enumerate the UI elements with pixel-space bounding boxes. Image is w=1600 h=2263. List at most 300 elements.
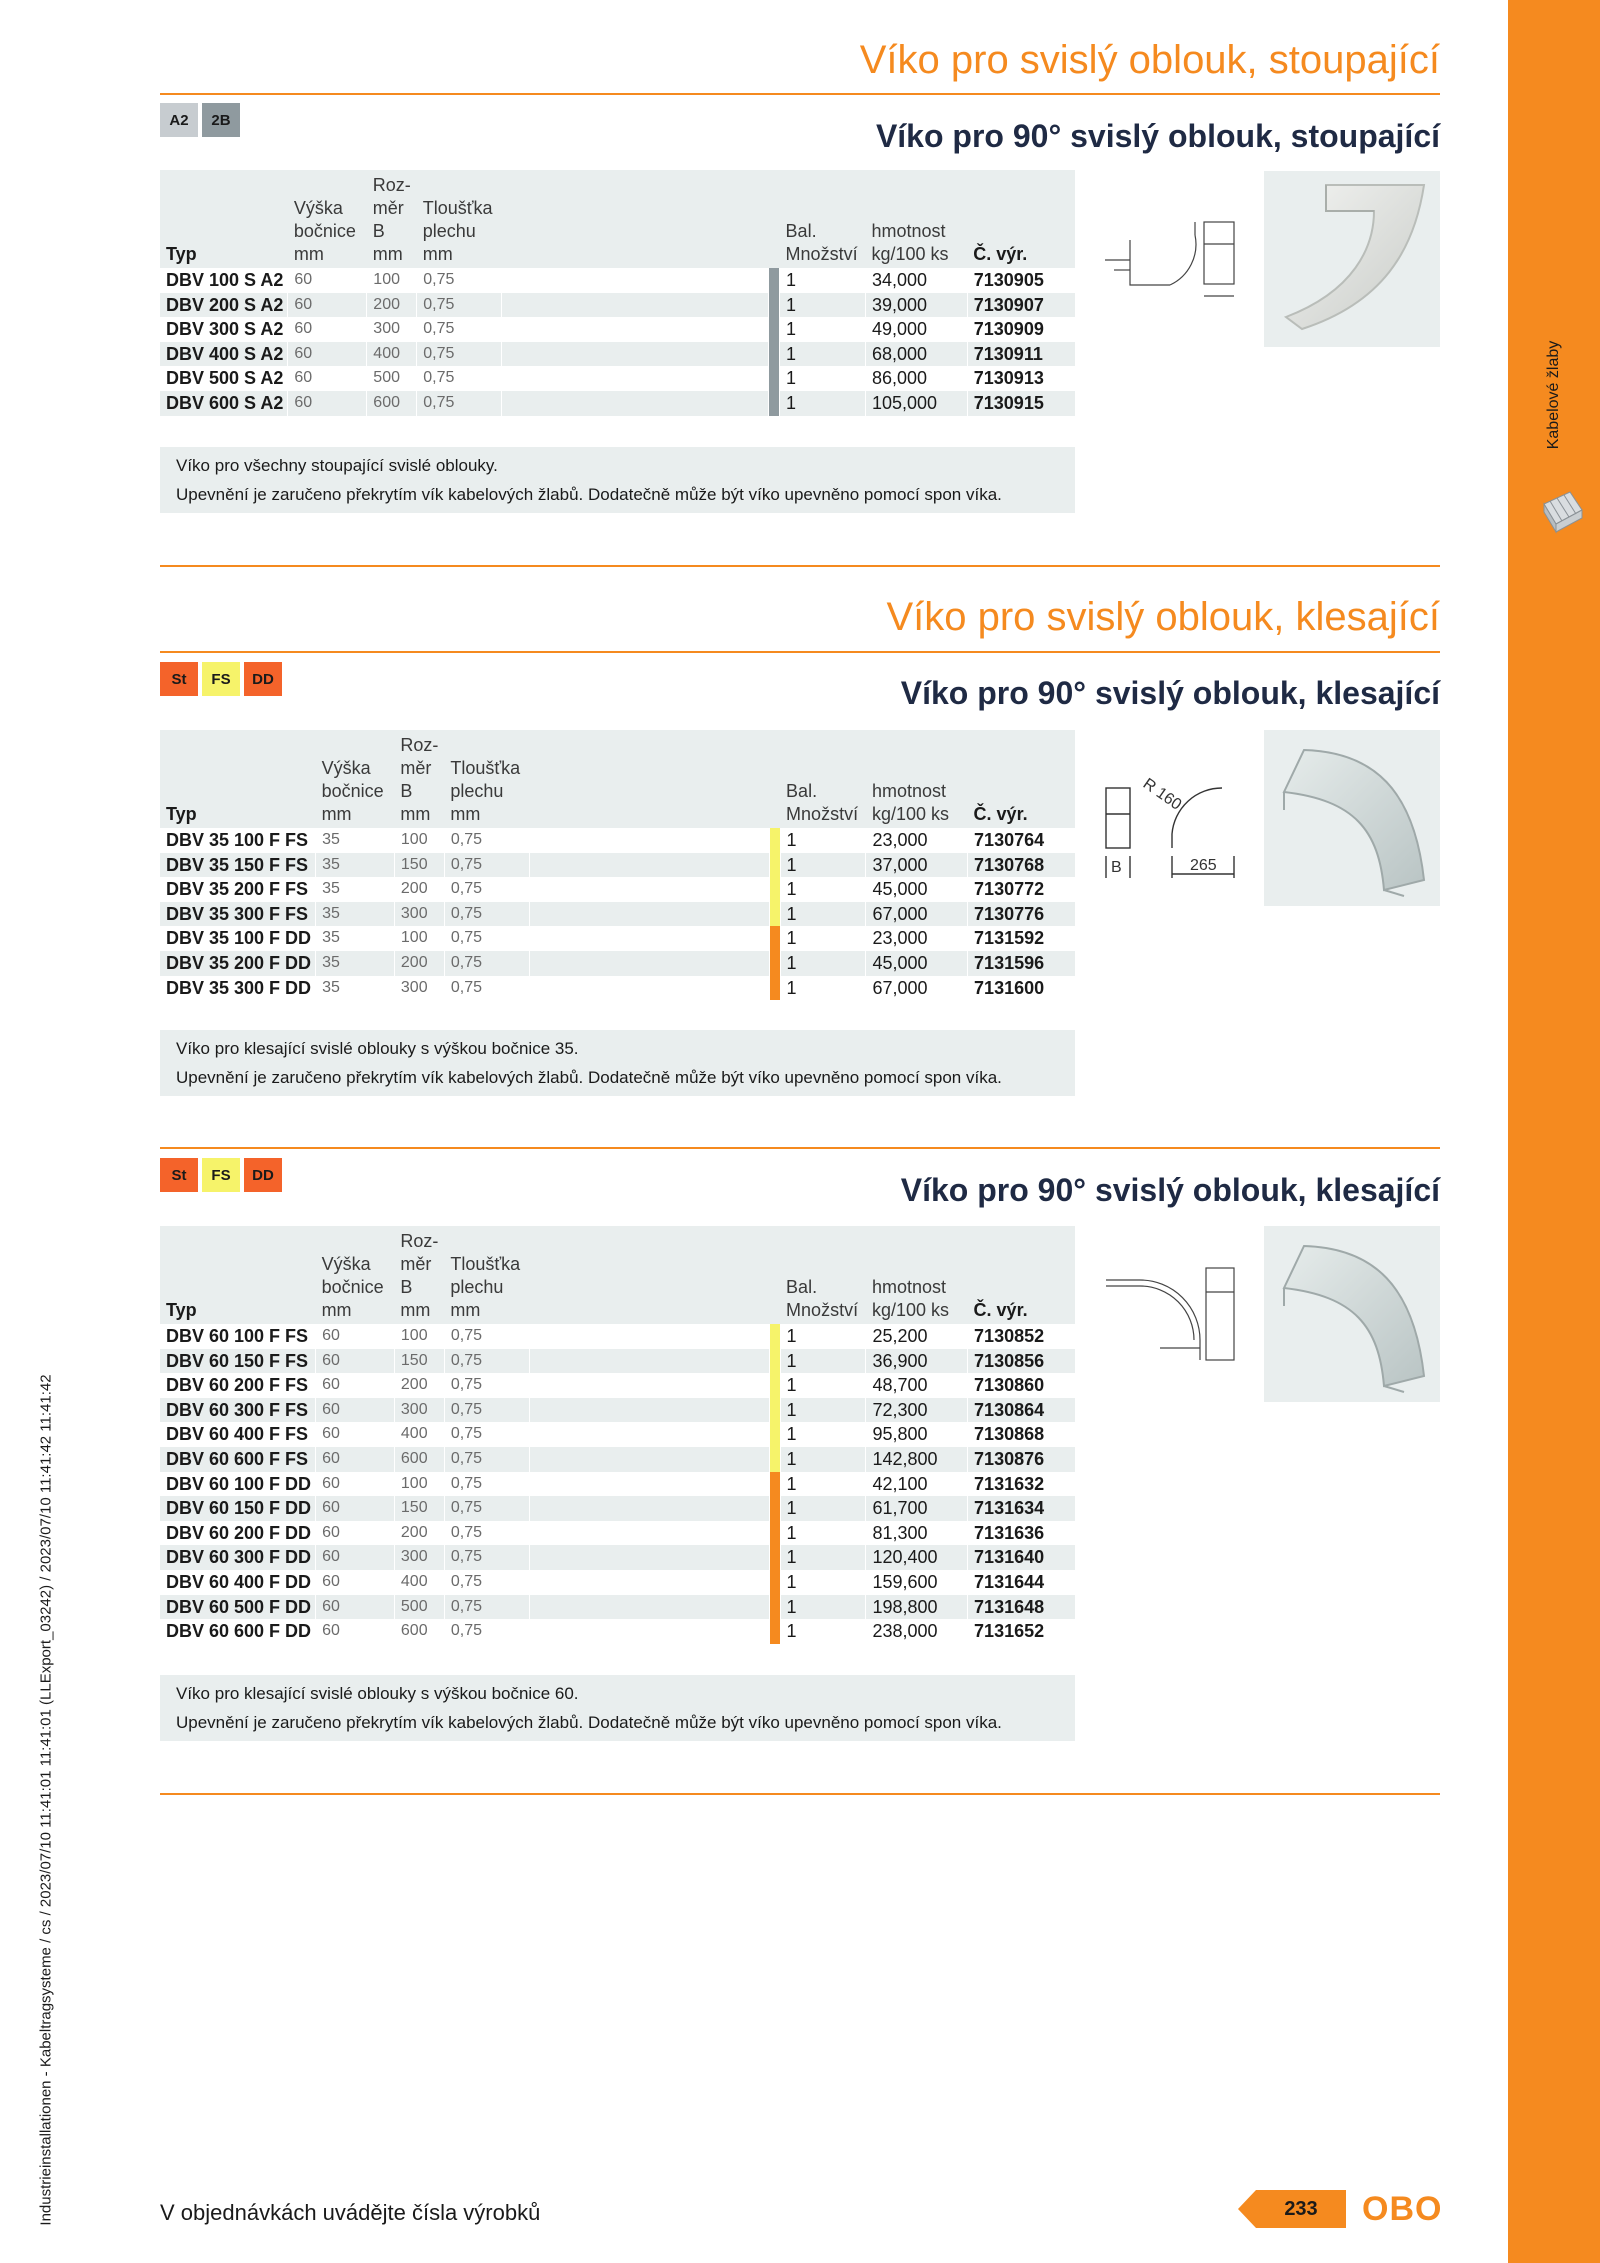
col-pack: Bal. Množství <box>786 1277 859 1320</box>
cell-width: 100 <box>394 1324 444 1349</box>
cell-thickness: 0,75 <box>444 1595 529 1620</box>
cell-width: 300 <box>394 976 444 1001</box>
cell-height: 60 <box>316 1472 395 1497</box>
badge-a2: A2 <box>160 103 198 137</box>
cell-typ: DBV 60 400 F DD <box>160 1570 316 1595</box>
table-ascending <box>160 170 1075 416</box>
cell-spacer <box>529 1595 769 1620</box>
table-row <box>160 951 1075 976</box>
cell-width: 200 <box>394 951 444 976</box>
table-row <box>160 342 1075 367</box>
cell-spacer <box>529 1545 769 1570</box>
cell-pack: 1 <box>780 268 866 293</box>
cell-pack: 1 <box>780 828 866 853</box>
cell-height: 60 <box>316 1545 395 1570</box>
cell-width: 300 <box>394 902 444 927</box>
cell-pack: 1 <box>780 1422 866 1447</box>
cell-article: 7131644 <box>968 1570 1075 1595</box>
cell-thickness: 0,75 <box>444 976 529 1001</box>
table-row <box>160 391 1075 416</box>
cell-width: 150 <box>394 1349 444 1374</box>
cell-thickness: 0,75 <box>417 293 502 318</box>
col-article: Č. výr. <box>973 244 1028 264</box>
radius-label: R 160 <box>1139 775 1185 814</box>
cell-spacer <box>529 1398 769 1423</box>
divider <box>160 651 1440 653</box>
note-line: Víko pro klesající svislé oblouky s výškou bočnice 35. <box>176 1039 579 1058</box>
cell-thickness: 0,75 <box>444 1349 529 1374</box>
cell-weight: 42,100 <box>866 1472 968 1497</box>
cell-weight: 36,900 <box>866 1349 968 1374</box>
cell-height: 35 <box>316 902 395 927</box>
cell-typ: DBV 60 600 F DD <box>160 1619 316 1644</box>
divider <box>160 93 1440 95</box>
finish-marker <box>769 1472 780 1497</box>
col-weight: hmotnost kg/100 ks <box>871 781 949 824</box>
product-photo <box>1264 730 1440 906</box>
finish-marker <box>769 877 780 902</box>
finish-marker <box>769 853 780 878</box>
cell-height: 35 <box>316 926 395 951</box>
table-row <box>160 1472 1075 1497</box>
cell-spacer <box>502 293 769 318</box>
note-line: Upevnění je zaručeno překrytím vík kabelových žlabů. Dodatečně může být víko upevněno pomocí spon víka. <box>176 485 1002 504</box>
cell-thickness: 0,75 <box>444 1619 529 1644</box>
cell-height: 35 <box>316 976 395 1001</box>
col-height: Výška bočnice mm <box>321 758 384 824</box>
cell-weight: 34,000 <box>865 268 967 293</box>
divider <box>160 1147 1440 1149</box>
finish-marker <box>769 293 780 318</box>
cell-pack: 1 <box>780 391 866 416</box>
cell-weight: 37,000 <box>866 853 968 878</box>
cell-article: 7130905 <box>967 268 1075 293</box>
cell-typ: DBV 35 200 F DD <box>160 951 316 976</box>
cell-pack: 1 <box>780 976 866 1001</box>
cell-width: 200 <box>394 877 444 902</box>
cell-height: 60 <box>316 1398 395 1423</box>
badge-dd: DD <box>244 662 282 696</box>
badge-fs: FS <box>202 662 240 696</box>
table-row <box>160 1398 1075 1423</box>
cell-thickness: 0,75 <box>444 877 529 902</box>
cell-height: 35 <box>316 853 395 878</box>
col-thickness: Tloušťka plechu mm <box>450 758 521 824</box>
note-line: Upevnění je zaručeno překrytím vík kabelových žlabů. Dodatečně může být víko upevněno pomocí spon víka. <box>176 1068 1002 1087</box>
col-height: Výška bočnice mm <box>321 1254 384 1320</box>
cell-spacer <box>529 976 769 1001</box>
material-badges <box>160 662 282 696</box>
product-table <box>160 730 1075 1000</box>
cell-typ: DBV 60 300 F FS <box>160 1398 316 1423</box>
cell-thickness: 0,75 <box>444 902 529 927</box>
cell-width: 100 <box>394 926 444 951</box>
finish-marker <box>769 342 780 367</box>
finish-marker <box>769 366 780 391</box>
cell-pack: 1 <box>780 1595 866 1620</box>
cell-thickness: 0,75 <box>444 1398 529 1423</box>
badge-2b: 2B <box>202 103 240 137</box>
cell-weight: 25,200 <box>866 1324 968 1349</box>
cell-weight: 198,800 <box>866 1595 968 1620</box>
finish-marker <box>769 317 780 342</box>
cell-spacer <box>502 317 769 342</box>
cell-spacer <box>529 828 769 853</box>
cell-thickness: 0,75 <box>444 853 529 878</box>
cell-height: 35 <box>316 877 395 902</box>
cell-pack: 1 <box>780 1398 866 1423</box>
technical-drawing <box>1100 210 1250 310</box>
cell-spacer <box>502 366 769 391</box>
cell-typ: DBV 35 300 F FS <box>160 902 316 927</box>
cell-weight: 67,000 <box>866 976 968 1001</box>
cell-article: 7130909 <box>967 317 1075 342</box>
cell-width: 300 <box>394 1398 444 1423</box>
cell-thickness: 0,75 <box>417 391 502 416</box>
cell-article: 7130764 <box>968 828 1075 853</box>
finish-marker <box>769 926 780 951</box>
perforated-cover-image <box>1264 1226 1440 1402</box>
cell-width: 600 <box>394 1619 444 1644</box>
table-row <box>160 1595 1075 1620</box>
cell-thickness: 0,75 <box>444 926 529 951</box>
cell-height: 60 <box>288 391 367 416</box>
length-label: 265 <box>1190 857 1217 874</box>
cell-height: 60 <box>316 1447 395 1472</box>
cell-pack: 1 <box>780 926 866 951</box>
cell-spacer <box>529 926 769 951</box>
cell-weight: 105,000 <box>865 391 967 416</box>
cell-spacer <box>529 1422 769 1447</box>
cell-spacer <box>529 1472 769 1497</box>
col-width: Roz-měr B mm <box>400 735 439 824</box>
cell-height: 60 <box>288 317 367 342</box>
cell-height: 60 <box>288 268 367 293</box>
cell-spacer <box>529 1447 769 1472</box>
cell-weight: 120,400 <box>866 1545 968 1570</box>
cell-width: 400 <box>394 1570 444 1595</box>
cell-typ: DBV 60 150 F FS <box>160 1349 316 1374</box>
material-badges <box>160 1158 282 1192</box>
cell-width: 150 <box>394 1496 444 1521</box>
note-line: Upevnění je zaručeno překrytím vík kabelových žlabů. Dodatečně může být víko upevněno pomocí spon víka. <box>176 1713 1002 1732</box>
cell-typ: DBV 35 300 F DD <box>160 976 316 1001</box>
cell-article: 7130913 <box>967 366 1075 391</box>
cell-width: 200 <box>394 1521 444 1546</box>
section-note <box>160 1675 1075 1741</box>
cell-typ: DBV 60 100 F FS <box>160 1324 316 1349</box>
cell-weight: 23,000 <box>866 926 968 951</box>
col-weight: hmotnost kg/100 ks <box>871 221 949 264</box>
perforated-cover-image <box>1264 730 1440 906</box>
cell-width: 200 <box>394 1373 444 1398</box>
cell-spacer <box>529 1324 769 1349</box>
table-row <box>160 1619 1075 1644</box>
technical-drawing <box>1100 1250 1250 1370</box>
cell-pack: 1 <box>780 1619 866 1644</box>
finish-marker <box>769 1324 780 1349</box>
finish-marker <box>769 1619 780 1644</box>
cell-article: 7130776 <box>968 902 1075 927</box>
cell-thickness: 0,75 <box>444 1472 529 1497</box>
cell-pack: 1 <box>780 853 866 878</box>
cell-spacer <box>502 342 769 367</box>
cell-pack: 1 <box>780 1373 866 1398</box>
cell-article: 7130856 <box>968 1349 1075 1374</box>
cell-article: 7131600 <box>968 976 1075 1001</box>
cell-thickness: 0,75 <box>444 951 529 976</box>
page-number: 233 <box>1284 2198 1318 2220</box>
product-subtitle: Víko pro 90° svislý oblouk, klesající <box>900 1172 1440 1208</box>
finish-marker <box>769 391 780 416</box>
cell-spacer <box>502 391 769 416</box>
curved-cover-image <box>1264 171 1440 347</box>
cell-article: 7130768 <box>968 853 1075 878</box>
table-row <box>160 1324 1075 1349</box>
cell-typ: DBV 60 200 F FS <box>160 1373 316 1398</box>
product-subtitle: Víko pro 90° svislý oblouk, stoupající <box>875 118 1440 154</box>
cell-height: 60 <box>316 1496 395 1521</box>
table-row <box>160 366 1075 391</box>
table-row <box>160 268 1075 293</box>
cell-height: 35 <box>316 951 395 976</box>
cell-spacer <box>529 1349 769 1374</box>
col-width: Roz-měr B mm <box>372 175 411 264</box>
cell-pack: 1 <box>780 1324 866 1349</box>
table-row <box>160 828 1075 853</box>
cell-pack: 1 <box>780 1349 866 1374</box>
badge-fs: FS <box>202 1158 240 1192</box>
cell-thickness: 0,75 <box>444 828 529 853</box>
cell-spacer <box>529 1570 769 1595</box>
note-line: Víko pro všechny stoupající svislé oblouky. <box>176 456 498 475</box>
cell-thickness: 0,75 <box>417 342 502 367</box>
cell-spacer <box>502 268 769 293</box>
cell-pack: 1 <box>780 1521 866 1546</box>
col-pack: Bal. Množství <box>785 221 858 264</box>
cell-weight: 142,800 <box>866 1447 968 1472</box>
cell-width: 150 <box>394 853 444 878</box>
table-row <box>160 853 1075 878</box>
cell-spacer <box>529 853 769 878</box>
cell-pack: 1 <box>780 1545 866 1570</box>
cell-thickness: 0,75 <box>444 1496 529 1521</box>
cell-weight: 23,000 <box>866 828 968 853</box>
cell-pack: 1 <box>780 902 866 927</box>
cell-typ: DBV 200 S A2 <box>160 293 288 318</box>
cell-weight: 95,800 <box>866 1422 968 1447</box>
cell-article: 7130860 <box>968 1373 1075 1398</box>
finish-marker <box>769 1521 780 1546</box>
footer-note: V objednávkách uvádějte čísla výrobků <box>160 2200 541 2225</box>
badge-dd: DD <box>244 1158 282 1192</box>
cell-article: 7131648 <box>968 1595 1075 1620</box>
cell-thickness: 0,75 <box>444 1373 529 1398</box>
cell-thickness: 0,75 <box>417 268 502 293</box>
cell-height: 60 <box>316 1521 395 1546</box>
sidebar-bar <box>1508 0 1600 2263</box>
col-article: Č. výr. <box>973 1300 1028 1320</box>
cell-weight: 68,000 <box>865 342 967 367</box>
table-row <box>160 1496 1075 1521</box>
table-row <box>160 1570 1075 1595</box>
cell-width: 300 <box>367 317 417 342</box>
cell-typ: DBV 60 400 F FS <box>160 1422 316 1447</box>
cell-height: 60 <box>316 1324 395 1349</box>
cell-height: 60 <box>316 1619 395 1644</box>
cable-tray-icon <box>1540 486 1586 536</box>
cell-height: 60 <box>316 1373 395 1398</box>
col-typ: Typ <box>166 804 197 824</box>
cell-article: 7131632 <box>968 1472 1075 1497</box>
cell-weight: 45,000 <box>866 877 968 902</box>
cell-spacer <box>529 902 769 927</box>
table-descending-35 <box>160 730 1075 1000</box>
product-subtitle: Víko pro 90° svislý oblouk, klesající <box>900 675 1440 711</box>
product-photo <box>1264 1226 1440 1402</box>
obo-logo: OBO <box>1362 2190 1443 2228</box>
cell-typ: DBV 60 100 F DD <box>160 1472 316 1497</box>
cell-thickness: 0,75 <box>417 317 502 342</box>
cell-height: 35 <box>316 828 395 853</box>
divider <box>160 565 1440 567</box>
table-row <box>160 1373 1075 1398</box>
cell-spacer <box>529 1619 769 1644</box>
cell-thickness: 0,75 <box>444 1521 529 1546</box>
finish-marker <box>769 1398 780 1423</box>
cell-article: 7131652 <box>968 1619 1075 1644</box>
cell-height: 60 <box>316 1570 395 1595</box>
table-descending-60 <box>160 1226 1075 1644</box>
table-row <box>160 1521 1075 1546</box>
table-row <box>160 902 1075 927</box>
col-pack: Bal. Množství <box>786 781 859 824</box>
table-row <box>160 1447 1075 1472</box>
product-table <box>160 1226 1075 1644</box>
section-title-descending: Víko pro svislý oblouk, klesající <box>886 595 1440 639</box>
col-weight: hmotnost kg/100 ks <box>871 1277 949 1320</box>
finish-marker <box>769 976 780 1001</box>
col-height: Výška bočnice mm <box>293 198 356 264</box>
cell-article: 7131636 <box>968 1521 1075 1546</box>
cell-weight: 45,000 <box>866 951 968 976</box>
cell-thickness: 0,75 <box>417 366 502 391</box>
cell-thickness: 0,75 <box>444 1324 529 1349</box>
cell-width: 500 <box>394 1595 444 1620</box>
cell-weight: 72,300 <box>866 1398 968 1423</box>
cell-spacer <box>529 951 769 976</box>
cell-typ: DBV 35 150 F FS <box>160 853 316 878</box>
finish-marker <box>769 951 780 976</box>
finish-marker <box>769 902 780 927</box>
cell-article: 7130852 <box>968 1324 1075 1349</box>
cell-width: 100 <box>394 1472 444 1497</box>
cell-pack: 1 <box>780 366 866 391</box>
material-badges <box>160 103 240 137</box>
table-row <box>160 1349 1075 1374</box>
cell-spacer <box>529 1521 769 1546</box>
cell-width: 100 <box>367 268 417 293</box>
cell-height: 60 <box>316 1595 395 1620</box>
cell-typ: DBV 100 S A2 <box>160 268 288 293</box>
cell-height: 60 <box>288 366 367 391</box>
cell-spacer <box>529 1373 769 1398</box>
cell-thickness: 0,75 <box>444 1447 529 1472</box>
divider <box>160 1793 1440 1795</box>
badge-st: St <box>160 662 198 696</box>
col-typ: Typ <box>166 1300 197 1320</box>
sidebar-label: Kabelové žlaby <box>1545 340 1562 450</box>
cell-article: 7130907 <box>967 293 1075 318</box>
section-title-ascending: Víko pro svislý oblouk, stoupající <box>859 38 1440 82</box>
cell-pack: 1 <box>780 1472 866 1497</box>
cell-weight: 39,000 <box>865 293 967 318</box>
cell-typ: DBV 35 200 F FS <box>160 877 316 902</box>
table-row <box>160 877 1075 902</box>
cell-width: 500 <box>367 366 417 391</box>
finish-marker <box>769 1595 780 1620</box>
finish-marker <box>769 268 780 293</box>
cell-width: 400 <box>367 342 417 367</box>
cell-typ: DBV 35 100 F FS <box>160 828 316 853</box>
cell-article: 7130864 <box>968 1398 1075 1423</box>
table-row <box>160 1545 1075 1570</box>
cell-typ: DBV 60 600 F FS <box>160 1447 316 1472</box>
finish-marker <box>769 1373 780 1398</box>
badge-st: St <box>160 1158 198 1192</box>
cell-typ: DBV 60 300 F DD <box>160 1545 316 1570</box>
cell-thickness: 0,75 <box>444 1545 529 1570</box>
cell-width: 400 <box>394 1422 444 1447</box>
cell-pack: 1 <box>780 1570 866 1595</box>
col-article: Č. výr. <box>973 804 1028 824</box>
cell-pack: 1 <box>780 951 866 976</box>
cell-width: 600 <box>394 1447 444 1472</box>
cell-article: 7130772 <box>968 877 1075 902</box>
cell-width: 300 <box>394 1545 444 1570</box>
cell-height: 60 <box>316 1422 395 1447</box>
table-row <box>160 1422 1075 1447</box>
cell-spacer <box>529 1496 769 1521</box>
table-row <box>160 317 1075 342</box>
section-note <box>160 1030 1075 1096</box>
cell-article: 7131640 <box>968 1545 1075 1570</box>
note-line: Víko pro klesající svislé oblouky s výškou bočnice 60. <box>176 1684 579 1703</box>
table-row <box>160 926 1075 951</box>
cell-pack: 1 <box>780 317 866 342</box>
cell-pack: 1 <box>780 1496 866 1521</box>
table-row <box>160 976 1075 1001</box>
cell-weight: 81,300 <box>866 1521 968 1546</box>
cell-weight: 86,000 <box>865 366 967 391</box>
cell-typ: DBV 300 S A2 <box>160 317 288 342</box>
cell-article: 7131592 <box>968 926 1075 951</box>
export-metadata: Industrieinstallationen - Kabeltragsysteme / cs / 2023/07/10 11:41:01 11:41:01 (LLExport_03242) / 2023/07/10 11:41:42 11:41:42 <box>37 1374 55 2226</box>
cell-article: 7131596 <box>968 951 1075 976</box>
col-width: Roz-měr B mm <box>400 1231 439 1320</box>
cell-width: 100 <box>394 828 444 853</box>
finish-marker <box>769 1545 780 1570</box>
cell-height: 60 <box>316 1349 395 1374</box>
table-row <box>160 293 1075 318</box>
cell-weight: 49,000 <box>865 317 967 342</box>
finish-marker <box>769 1496 780 1521</box>
cell-height: 60 <box>288 293 367 318</box>
cell-typ: DBV 60 200 F DD <box>160 1521 316 1546</box>
cell-typ: DBV 60 150 F DD <box>160 1496 316 1521</box>
cell-pack: 1 <box>780 877 866 902</box>
cell-pack: 1 <box>780 293 866 318</box>
